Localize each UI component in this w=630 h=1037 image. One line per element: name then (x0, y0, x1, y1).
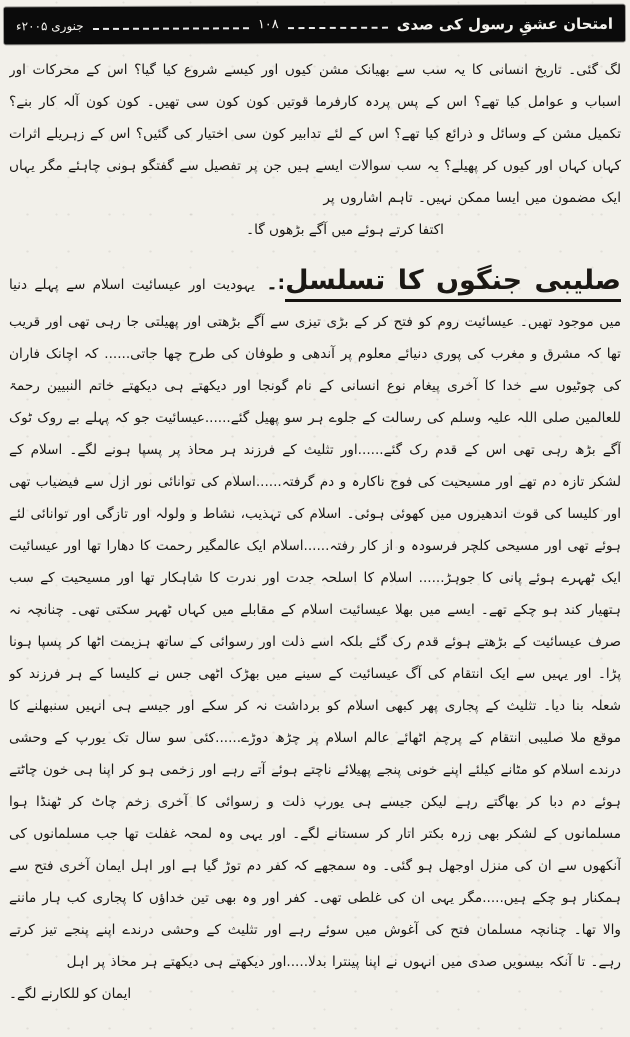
intro-paragraph-text (9, 54, 621, 214)
text-line: دیکھتے ہی دیکھتے خاتم النبیین رحمۃ للعالمین صلی اللہ علیہ وسلم کی رسالت کے جلوے ہر سو پھیل گئے......عیسائیت جو کہ (9, 378, 621, 426)
section-paragraph-text (9, 256, 621, 978)
text-line: اور کلیسا کی قوت اندھیروں میں کھوئی ہوئی۔ اسلام کی تہذیب، نشاط و ولولہ اور تازگی اور توانائی لئے ہوئے تھی اور (9, 506, 621, 554)
crusades-section (9, 256, 621, 1010)
text-line: دم دبا کر بھاگتے رہے لیکن جیسے ہی یورپ ذلت و رسوائی کا آخری زخم چاٹ کر ٹھنڈا ہوا مسلمانوں کے لشکر بھی زرہ (9, 794, 621, 842)
text-line: کے مقابلے میں کہاں ٹھہر سکتی تھی۔ چنانچہ نہ صرف عیسائیت کے بڑھتے ہوئے قدم رک گئے بلکہ اسے ذلت اور (9, 602, 621, 650)
text-line: سنبھلنے کا موقع ملا صلیبی انتقام کے پرچم اٹھائے عالم اسلام پر چڑھ دوڑے......کئی سو سال تک یورپ کے وحشی (9, 698, 621, 746)
text-line: اسلام کا اسلحہ جدت اور ندرت کا شاہکار تھا اور مسیحیت کے سب ہتھیار کند ہو چکے تھے۔ ایسے میں بھلا عیسائیت اسلام (9, 570, 621, 618)
text-line: بکتر اتار کر سستانے لگے۔ اور یہی وہ لمحہ غفلت تھا جب مسلمانوں کی آنکھوں سے ان کی منزل اوجھل ہو گئی۔ وہ سمجھے (9, 826, 621, 874)
dashed-separator (93, 27, 249, 30)
text-line: سوالات ایسے ہیں جن پر تفصیل سے گفتگو ہونی چاہئے مگر یہاں ایک مضمون میں ایسا ممکن نہیں۔ تاہم اشاروں پر (9, 158, 621, 206)
text-line: لگ گئی۔ تاریخ انسانی کا یہ سب سے بھیانک مشن کیوں اور کیسے شروع کیا گیا؟ اس کے محرکات اور اسباب و عوامل کیا (9, 62, 621, 110)
page-number: ۱۰۸ (257, 17, 279, 33)
section-heading: صلیبی جنگوں کا تسلسل (285, 265, 621, 302)
text-line: تھے؟ اس کے پس پردہ کارفرما قوتیں کون کون سی تھیں۔ کون کون آلہ کار بنے؟ تکمیل مشن کے وسائل و ذرائع کیا (9, 94, 621, 142)
magazine-title: امتحان عشقِ رسول کی صدی (396, 14, 614, 34)
text-line: اپنے پنجے تیز کرتے رہے۔ تا آنکہ بیسویں صدی میں انہوں نے اپنا پینترا بدلا.....اور دیکھتے ہی دیکھتے ہر محاذ پر اہل (9, 922, 621, 970)
text-line: کر کے بڑی تیزی سے آگے بڑھتی اور پھیلتی جا رہی تھی اور قریب تھا کہ مشرق و مغرب کی پوری دنیائے معلوم پر (9, 314, 621, 362)
article-body (9, 54, 621, 1031)
text-line: آندھی و طوفان کی طرح چھا جاتی...... کہ اچانک فاران کی چوٹیوں سے خدا کا آخری پیغام نوع انسانی کے نام گونجا اور (9, 346, 621, 394)
text-line: تھے؟ اس کے لئے تدابیر کون سی اختیار کی گئیں؟ اس کے زہریلے اثرات کہاں کہاں اور کیوں کر پھیلے؟ یہ سب (9, 126, 621, 174)
page-header-bar (4, 5, 625, 45)
intro-paragraph (9, 54, 621, 246)
heading-separator: :۔ (266, 272, 286, 294)
intro-closing-line: اکتفا کرتے ہوئے میں آگے بڑھوں گا۔ (246, 222, 444, 238)
text-line: خداؤں کا پجاری کب ہار ماننے والا تھا۔ چنانچہ مسلمان فتح کی آغوش میں سوئے رہے اور تثلیث کے وحشی درندے (9, 890, 621, 938)
section-closing-line: ایمان کو للکارنے لگے۔ (9, 986, 132, 1002)
text-line: درندے اسلام کو مٹانے کیلئے اپنے خونی پنجے پھیلائے ناچتے ہوئے آتے رہے اور زخمی ہو کر اپنا ہی خون چاٹتے ہوئے (9, 762, 621, 810)
text-line: پہلے بے روک ٹوک آگے بڑھ رہی تھی اس کے قدم رک گئے......اور تثلیث کے فرزند ہر محاذ پر پسپا ہونے (9, 410, 621, 458)
text-line: مسیحی کلچر فرسودہ و از کار رفتہ......اسلام ایک عالمگیر رحمت کا دھارا تھا اور عیسائیت ایک ٹھہرے ہوئے پانی کا جوہڑ...... (9, 538, 621, 586)
dashed-separator (288, 26, 388, 28)
text-line: یہودیت اور عیسائیت اسلام سے پہلے دنیا میں موجود تھیں۔ عیسائیت روم کو فتح (9, 277, 621, 330)
text-line: لگے۔ اسلام کے لشکر تازہ دم تھے اور مسیحیت کی فوج ناکارہ و دم گرفتہ......اسلام کی توانائی نور ازل سے فیضیاب تھی (9, 442, 621, 490)
text-line: کہ کفر دم توڑ گیا ہے اور اہل ایمان آخری فتح سے ہمکنار ہو چکے ہیں.....مگر یہی ان کی غلطی تھی۔ کفر اور وہ بھی تین (9, 858, 621, 906)
text-line: رسوائی کے ساتھ ہزیمت اٹھا کر پسپا ہونا پڑا۔ اور یہیں سے ایک انتقام کی آگ عیسائیت کے سینے میں بھڑک اٹھی (9, 634, 621, 682)
text-line: جس نے کلیسا کے ہر فرزند کو شعلہ بنا دیا۔ تثلیث کے پجاری پھر کبھی اسلام کو برداشت نہ کر سکے اور جیسے ہی انہیں (9, 666, 621, 714)
issue-date: جنوری ۲۰۰۵ء (15, 18, 84, 33)
